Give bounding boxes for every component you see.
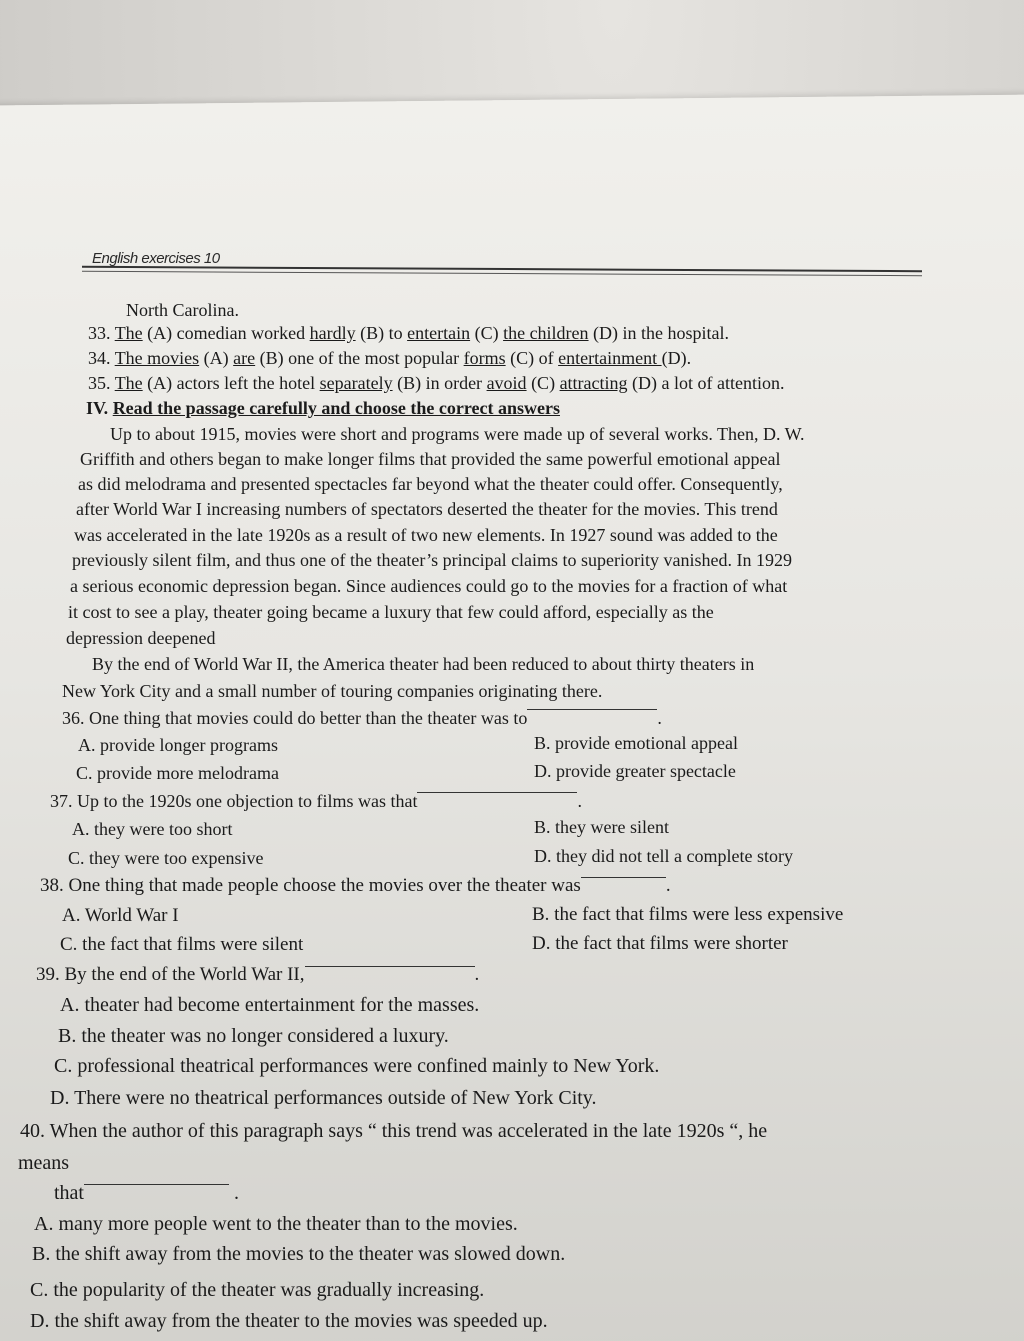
passage-line: Griffith and others began to make longer films that provided the same powerful emotional appeal xyxy=(80,449,781,469)
passage-line: after World War I increasing numbers of spectators deserted the theater for the movies. This trend xyxy=(76,499,778,519)
answer-blank xyxy=(417,792,577,793)
passage-line: a serious economic depression began. Since audiences could go to the movies for a fraction of what xyxy=(70,576,788,596)
option-40-c: C. the popularity of the theater was gradually increasing. xyxy=(30,1279,485,1301)
option-40-d: D. the shift away from the theater to the movies was speeded up. xyxy=(30,1310,548,1332)
option-39-c: C. professional theatrical performances were confined mainly to New York. xyxy=(54,1055,660,1077)
option-36-c: C. provide more melodrama xyxy=(76,763,279,783)
passage-line: was accelerated in the late 1920s as a result of two new elements. In 1927 sound was added to the xyxy=(74,525,778,545)
option-38-c: C. the fact that films were silent xyxy=(60,934,304,955)
header-rule-thin xyxy=(82,271,922,276)
question-33: 33. The (A) comedian worked hardly (B) to entertain (C) the children (D) in the hospital. xyxy=(88,323,730,343)
passage-line: previously silent film, and thus one of the theater’s principal claims to superiority vanished. In 1929 xyxy=(72,550,793,570)
carry-line: North Carolina. xyxy=(126,300,239,320)
option-38-a: A. World War I xyxy=(62,905,179,926)
question-38: 38. One thing that made people choose the movies over the theater was . xyxy=(40,875,671,896)
answer-blank xyxy=(305,966,475,967)
question-36: 36. One thing that movies could do better than the theater was to . xyxy=(62,708,662,728)
passage-line: it cost to see a play, theater going became a luxury that few could afford, especially as the xyxy=(68,602,714,622)
option-37-b: B. they were silent xyxy=(534,817,669,837)
question-34: 34. The movies (A) are (B) one of the most popular forms (C) of entertainment (D). xyxy=(88,348,692,368)
option-37-d: D. they did not tell a complete story xyxy=(534,846,793,866)
option-36-d: D. provide greater spectacle xyxy=(534,761,736,781)
question-40: 40. When the author of this paragraph says “ this trend was accelerated in the late 1920s “, he xyxy=(20,1120,768,1142)
question-39: 39. By the end of the World War II, . xyxy=(36,964,480,985)
option-37-c: C. they were too expensive xyxy=(68,848,264,868)
option-36-b: B. provide emotional appeal xyxy=(534,733,738,753)
answer-blank xyxy=(581,877,666,878)
option-40-a: A. many more people went to the theater than to the movies. xyxy=(34,1213,518,1235)
option-39-d: D. There were no theatrical performances outside of New York City. xyxy=(50,1087,597,1109)
question-40-cont2: that . xyxy=(54,1182,239,1204)
answer-blank xyxy=(527,709,657,710)
question-40-cont: means xyxy=(18,1152,70,1174)
option-39-b: B. the theater was no longer considered a luxury. xyxy=(58,1025,449,1047)
passage-line: New York City and a small number of touring companies originating there. xyxy=(62,681,603,701)
option-37-a: A. they were too short xyxy=(72,819,233,839)
passage-line: Up to about 1915, movies were short and programs were made up of several works. Then, D. W. xyxy=(110,424,805,444)
answer-blank xyxy=(84,1184,229,1185)
question-35: 35. The (A) actors left the hotel separately (B) in order avoid (C) attracting (D) a lot of attention. xyxy=(88,373,785,393)
option-38-b: B. the fact that films were less expensive xyxy=(532,904,844,925)
option-40-b: B. the shift away from the movies to the theater was slowed down. xyxy=(32,1243,566,1265)
section-heading: IV. Read the passage carefully and choose the correct answers xyxy=(86,398,560,418)
option-36-a: A. provide longer programs xyxy=(78,735,278,755)
option-38-d: D. the fact that films were shorter xyxy=(532,933,788,954)
passage-line: as did melodrama and presented spectacles far beyond what the theater could offer. Consequently, xyxy=(78,474,783,494)
passage-line: depression deepened xyxy=(66,628,216,648)
question-37: 37. Up to the 1920s one objection to films was that . xyxy=(50,791,582,811)
passage-line: By the end of World War II, the America theater had been reduced to about thirty theaters in xyxy=(92,654,755,674)
worksheet-header: English exercises 10 xyxy=(92,250,220,267)
option-39-a: A. theater had become entertainment for the masses. xyxy=(60,994,480,1016)
